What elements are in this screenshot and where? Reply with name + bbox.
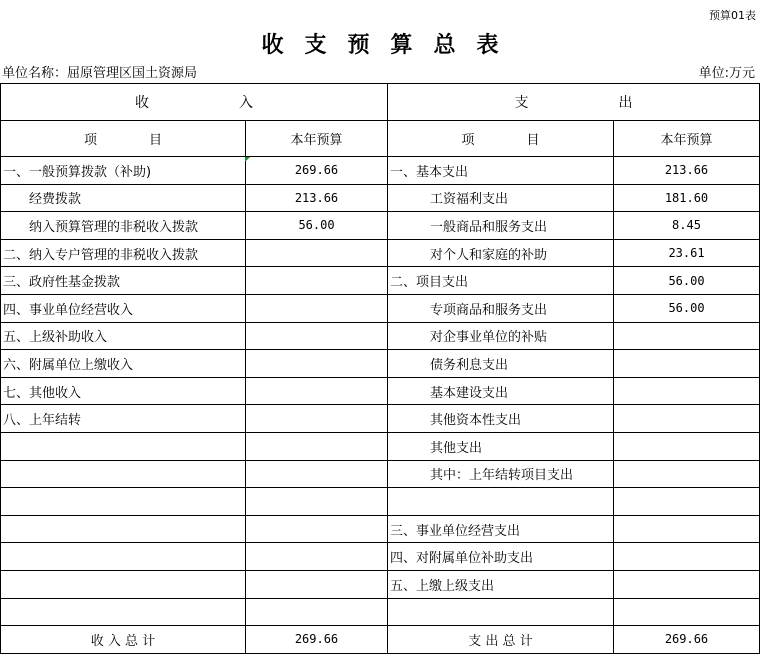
- expense-item-cell: 五、上缴上级支出: [388, 570, 614, 598]
- expense-value-cell: [614, 350, 760, 378]
- expense-item-cell: 三、事业单位经营支出: [388, 515, 614, 543]
- expense-item-cell: [388, 488, 614, 516]
- header-row-columns: [1, 121, 760, 157]
- income-value-cell: 213.66: [246, 184, 388, 212]
- income-value-cell: [246, 543, 388, 571]
- income-item-cell: 八、上年结转: [1, 405, 246, 433]
- expense-budget-header: 本年预算: [614, 121, 760, 157]
- expense-value-cell: 213.66: [614, 157, 760, 185]
- table-row: [1, 460, 760, 488]
- budget-summary-table: [0, 83, 760, 654]
- expense-item-cell: 其他支出: [388, 432, 614, 460]
- expense-value-cell: [614, 432, 760, 460]
- expense-value-cell: [614, 322, 760, 350]
- expense-value-cell: [614, 598, 760, 626]
- expense-item-cell: 工资福利支出: [388, 184, 614, 212]
- expense-item-cell: 其他资本性支出: [388, 405, 614, 433]
- income-item-cell: 二、纳入专户管理的非税收入拨款: [1, 239, 246, 267]
- income-item-header: 项 目: [1, 121, 246, 157]
- income-value-cell: [246, 377, 388, 405]
- income-value-cell: [246, 294, 388, 322]
- income-item-cell: 五、上级补助收入: [1, 322, 246, 350]
- income-value-cell: [246, 239, 388, 267]
- expense-value-cell: 23.61: [614, 239, 760, 267]
- expense-item-cell: 对企事业单位的补贴: [388, 322, 614, 350]
- expense-value-cell: [614, 405, 760, 433]
- income-item-cell: [1, 543, 246, 571]
- title-char: 预: [347, 33, 371, 58]
- income-item-cell: 经费拨款: [1, 184, 246, 212]
- income-total-value: 269.66: [246, 626, 388, 654]
- income-item-cell: [1, 515, 246, 543]
- page-title: [0, 28, 761, 59]
- expense-value-cell: 56.00: [614, 294, 760, 322]
- income-value-cell: 56.00: [246, 212, 388, 240]
- income-value-cell: [246, 570, 388, 598]
- expense-item-header: 项 目: [388, 121, 614, 157]
- expense-value-cell: [614, 460, 760, 488]
- expense-item-cell: 四、对附属单位补助支出: [388, 543, 614, 571]
- expense-item-cell: 基本建设支出: [388, 377, 614, 405]
- expense-section-header: 支 出: [388, 84, 760, 121]
- income-value-cell: [246, 405, 388, 433]
- form-code: 预算01表: [709, 9, 756, 22]
- expense-value-cell: [614, 488, 760, 516]
- income-item-cell: [1, 598, 246, 626]
- income-item-cell: 一、一般预算拨款（补助): [1, 157, 246, 185]
- expense-total-label: 支 出 总 计: [388, 626, 614, 654]
- expense-item-cell: 专项商品和服务支出: [388, 294, 614, 322]
- income-item-cell: 纳入预算管理的非税收入拨款: [1, 212, 246, 240]
- expense-value-cell: 8.45: [614, 212, 760, 240]
- table-row: [1, 377, 760, 405]
- expense-item-cell: [388, 598, 614, 626]
- income-budget-header: 本年预算: [246, 121, 388, 157]
- income-value-cell: [246, 267, 388, 295]
- currency-unit: 单位:万元: [698, 66, 755, 81]
- title-char: 表: [476, 33, 500, 58]
- income-value-cell: [246, 488, 388, 516]
- income-item-cell: 七、其他收入: [1, 377, 246, 405]
- income-item-cell: [1, 570, 246, 598]
- expense-value-cell: [614, 377, 760, 405]
- income-value-cell: [246, 515, 388, 543]
- table-row: [1, 184, 760, 212]
- table-row: [1, 294, 760, 322]
- income-value-cell: [246, 460, 388, 488]
- expense-item-cell: 对个人和家庭的补助: [388, 239, 614, 267]
- table-row: [1, 543, 760, 571]
- expense-item-cell: 其中：上年结转项目支出: [388, 460, 614, 488]
- title-char: 总: [433, 33, 457, 58]
- income-value-cell: [246, 598, 388, 626]
- table-row: [1, 157, 760, 185]
- income-item-cell: [1, 488, 246, 516]
- table-row: [1, 432, 760, 460]
- table-row: [1, 212, 760, 240]
- expense-item-cell: 一般商品和服务支出: [388, 212, 614, 240]
- table-row: [1, 239, 760, 267]
- title-char: 算: [390, 33, 414, 58]
- table-row: [1, 488, 760, 516]
- table-row: [1, 598, 760, 626]
- unit-name: 单位名称：屈原管理区国土资源局: [2, 66, 198, 81]
- totals-row: [1, 626, 760, 654]
- income-value-cell: [246, 350, 388, 378]
- expense-value-cell: 56.00: [614, 267, 760, 295]
- income-item-cell: 六、附属单位上缴收入: [1, 350, 246, 378]
- expense-item-cell: 二、项目支出: [388, 267, 614, 295]
- cell-comment-marker: [245, 157, 250, 162]
- table-row: [1, 515, 760, 543]
- table-row: [1, 350, 760, 378]
- table-row: [1, 267, 760, 295]
- title-char: 收: [261, 33, 285, 58]
- income-value-cell: 269.66: [246, 157, 388, 185]
- expense-total-value: 269.66: [614, 626, 760, 654]
- income-total-label: 收 入 总 计: [1, 626, 246, 654]
- expense-item-cell: 债务利息支出: [388, 350, 614, 378]
- income-section-header: 收 入: [1, 84, 388, 121]
- income-item-cell: [1, 432, 246, 460]
- expense-item-cell: 一、基本支出: [388, 157, 614, 185]
- title-char: 支: [304, 33, 328, 58]
- table-row: [1, 570, 760, 598]
- income-value-cell: [246, 432, 388, 460]
- expense-value-cell: [614, 543, 760, 571]
- income-value-cell: [246, 322, 388, 350]
- table-row: [1, 322, 760, 350]
- income-item-cell: 四、事业单位经营收入: [1, 294, 246, 322]
- expense-value-cell: [614, 515, 760, 543]
- expense-value-cell: 181.60: [614, 184, 760, 212]
- header-row-section: [1, 84, 760, 121]
- income-item-cell: [1, 460, 246, 488]
- table-row: [1, 405, 760, 433]
- expense-value-cell: [614, 570, 760, 598]
- income-item-cell: 三、政府性基金拨款: [1, 267, 246, 295]
